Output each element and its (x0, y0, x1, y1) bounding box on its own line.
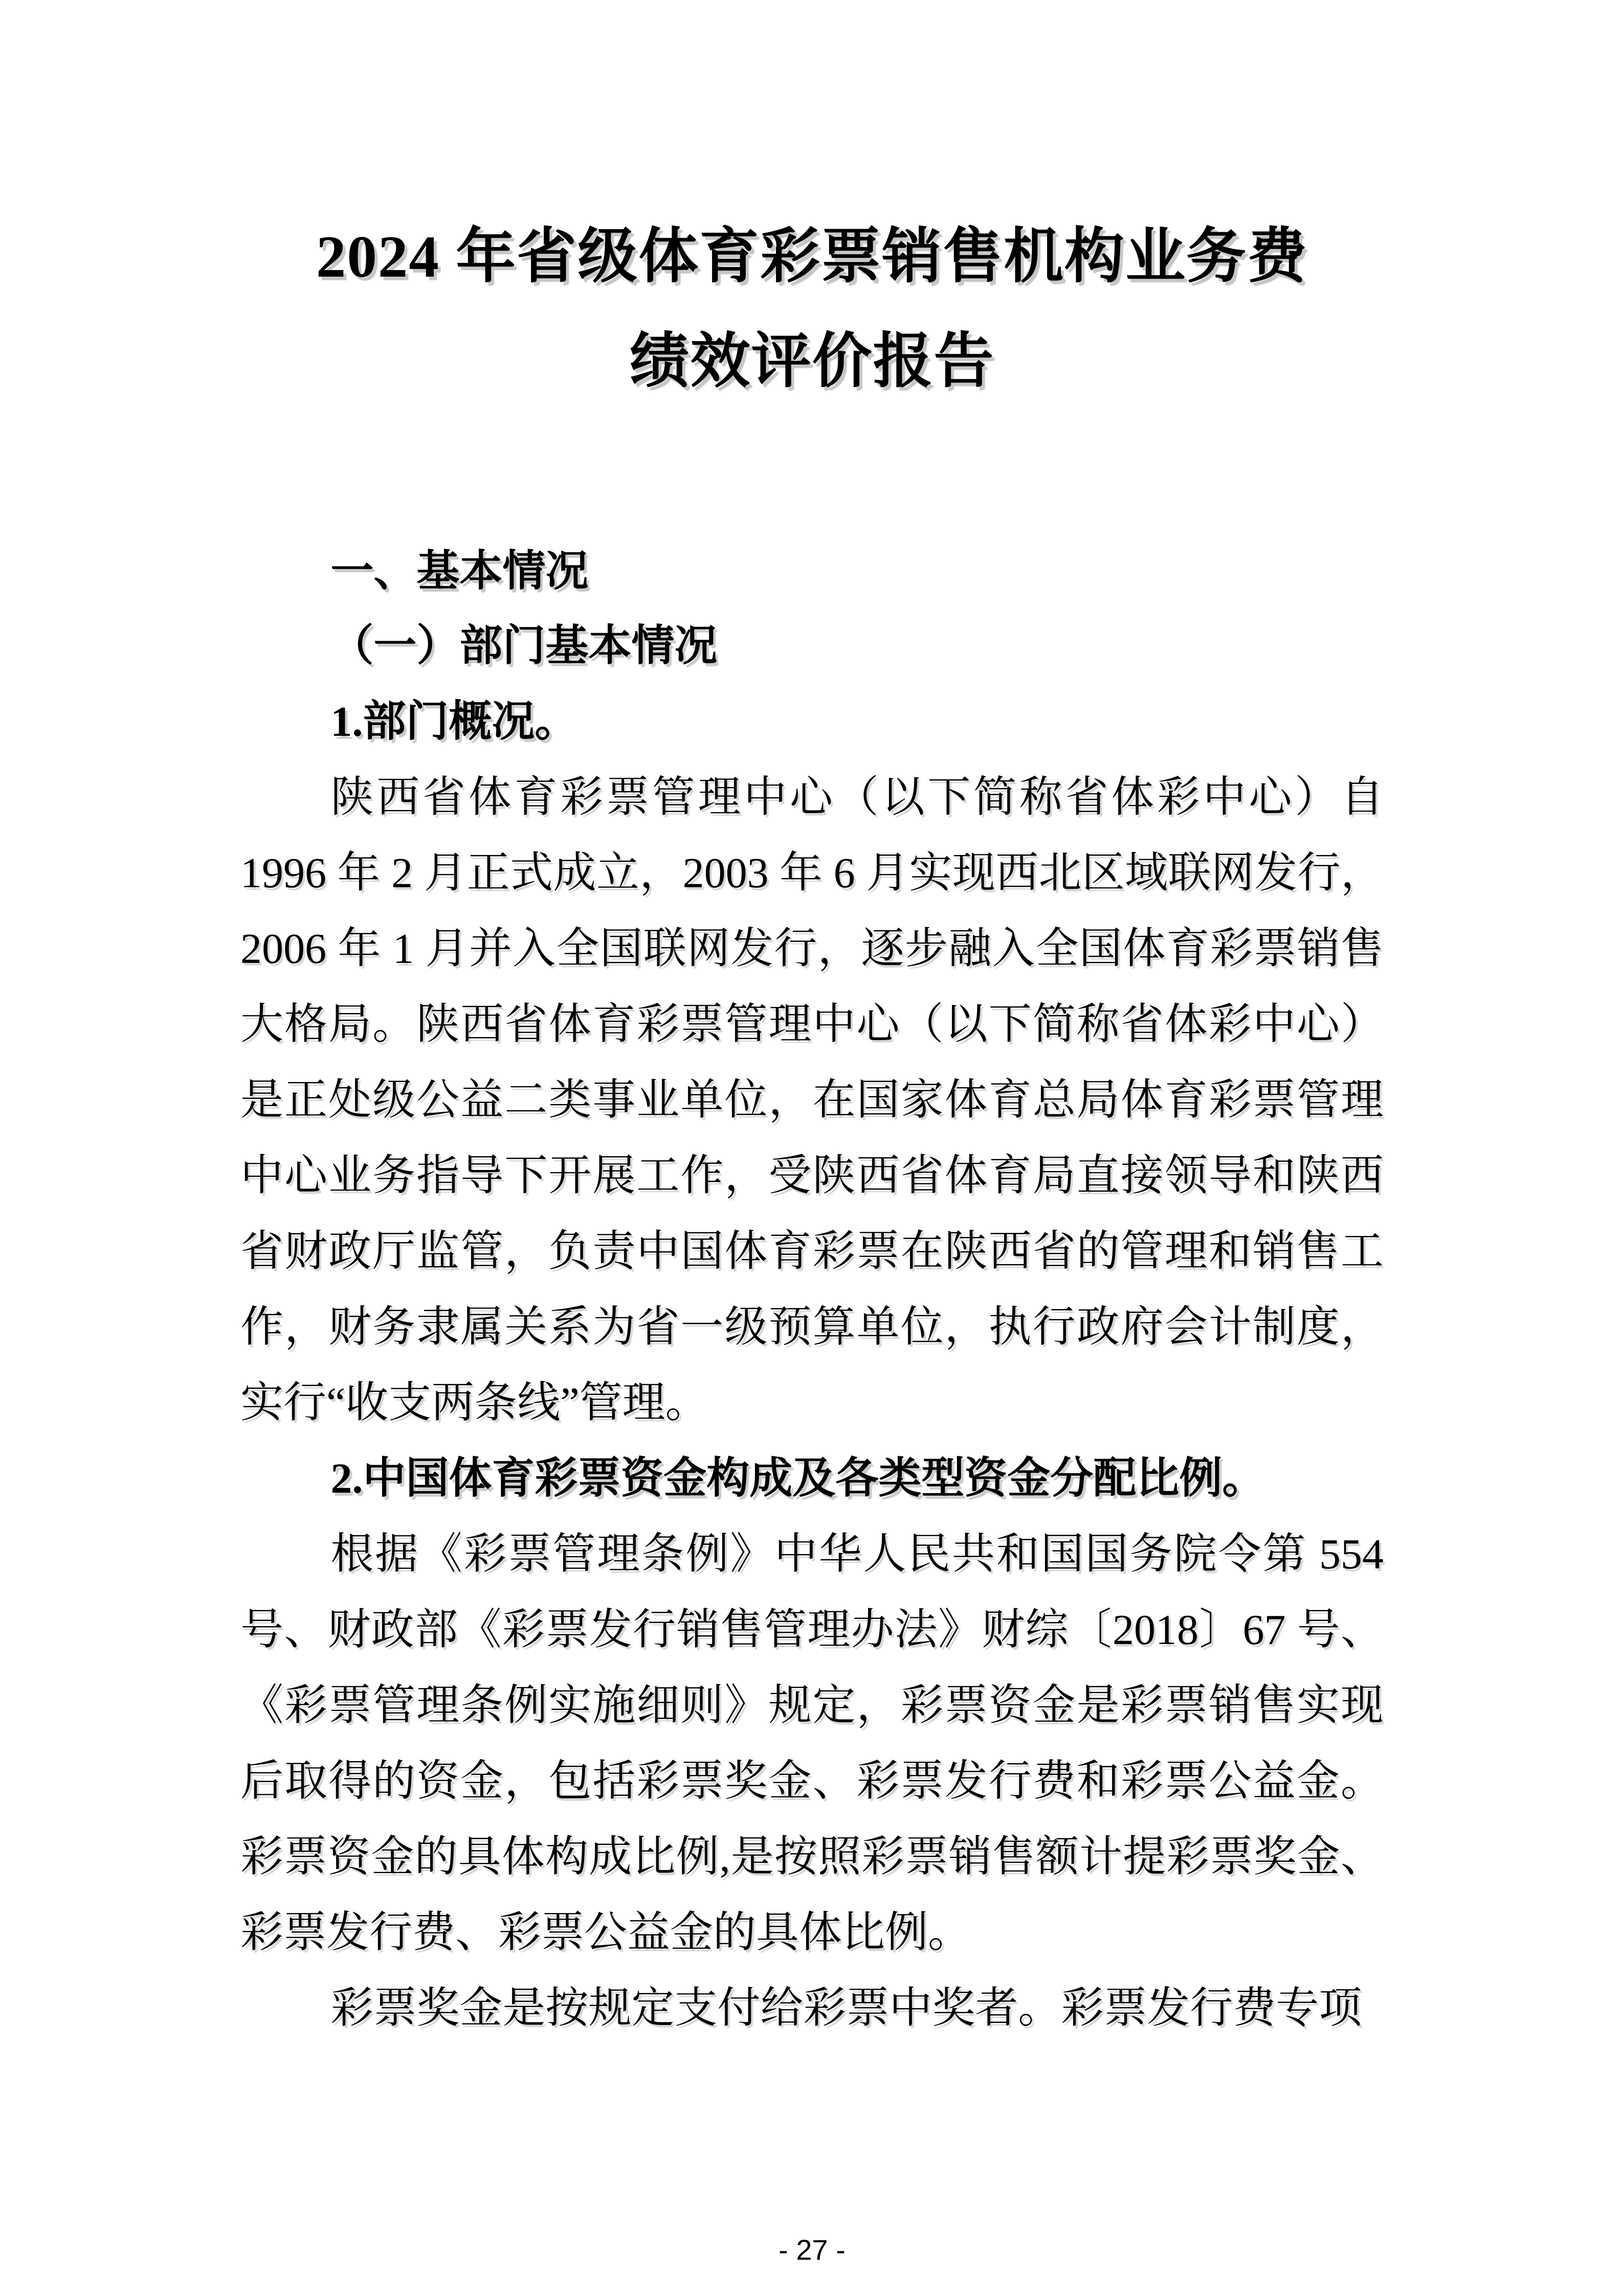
page-number: - 27 - (778, 2234, 846, 2266)
heading-section-basic-situation: 一、基本情况 (330, 547, 589, 595)
paragraph-department-overview: 陕西省体育彩票管理中心（以下简称省体彩中心）自 1996 年 2 月正式成立，2003 年 6 月实现西北区域联网发行，2006 年 1 月并入全国联网发行，逐步融入全国体育彩票销售大格局。陕西省体育彩票管理中心（以下简称省体彩中心）是正处级公益二类事业单位，在国家体育总局体育彩票管理中心业务指导下开展工作，受陕西省体育局直接领导和陕西省财政厅监管，负责中国体育彩票在陕西省的管理和销售工作，财务隶属关系为省一级预算单位，执行政府会计制度，实行“收支两条线”管理。 (240, 774, 1384, 1427)
heading-item-fund-composition: 2.中国体育彩票资金构成及各类型资金分配比例。 (330, 1455, 1265, 1502)
page-footer (0, 2230, 1624, 2270)
document-title-line-1: 2024 年省级体育彩票销售机构业务费 (316, 224, 1308, 290)
paragraph-lottery-prize: 彩票奖金是按规定支付给彩票中奖者。彩票发行费专项 (330, 1985, 1362, 2032)
document-title (240, 205, 1384, 414)
heading-item-department-overview: 1.部门概况。 (330, 698, 578, 746)
document-content (240, 0, 1384, 2046)
heading-subsection-department-basic-situation: （一）部门基本情况 (330, 622, 718, 670)
document-body (240, 533, 1384, 2046)
paragraph-fund-composition: 根据《彩票管理条例》中华人民共和国国务院令第 554 号、财政部《彩票发行销售管理办法》财综〔2018〕67 号、《彩票管理条例实施细则》规定，彩票资金是彩票销售实现后取得的资金，包括彩票奖金、彩票发行费和彩票公益金。彩票资金的具体构成比例,是按照彩票销售额计提彩票奖金、彩票发行费、彩票公益金的具体比例。 (240, 1530, 1384, 1956)
document-title-line-2: 绩效评价报告 (629, 329, 995, 395)
